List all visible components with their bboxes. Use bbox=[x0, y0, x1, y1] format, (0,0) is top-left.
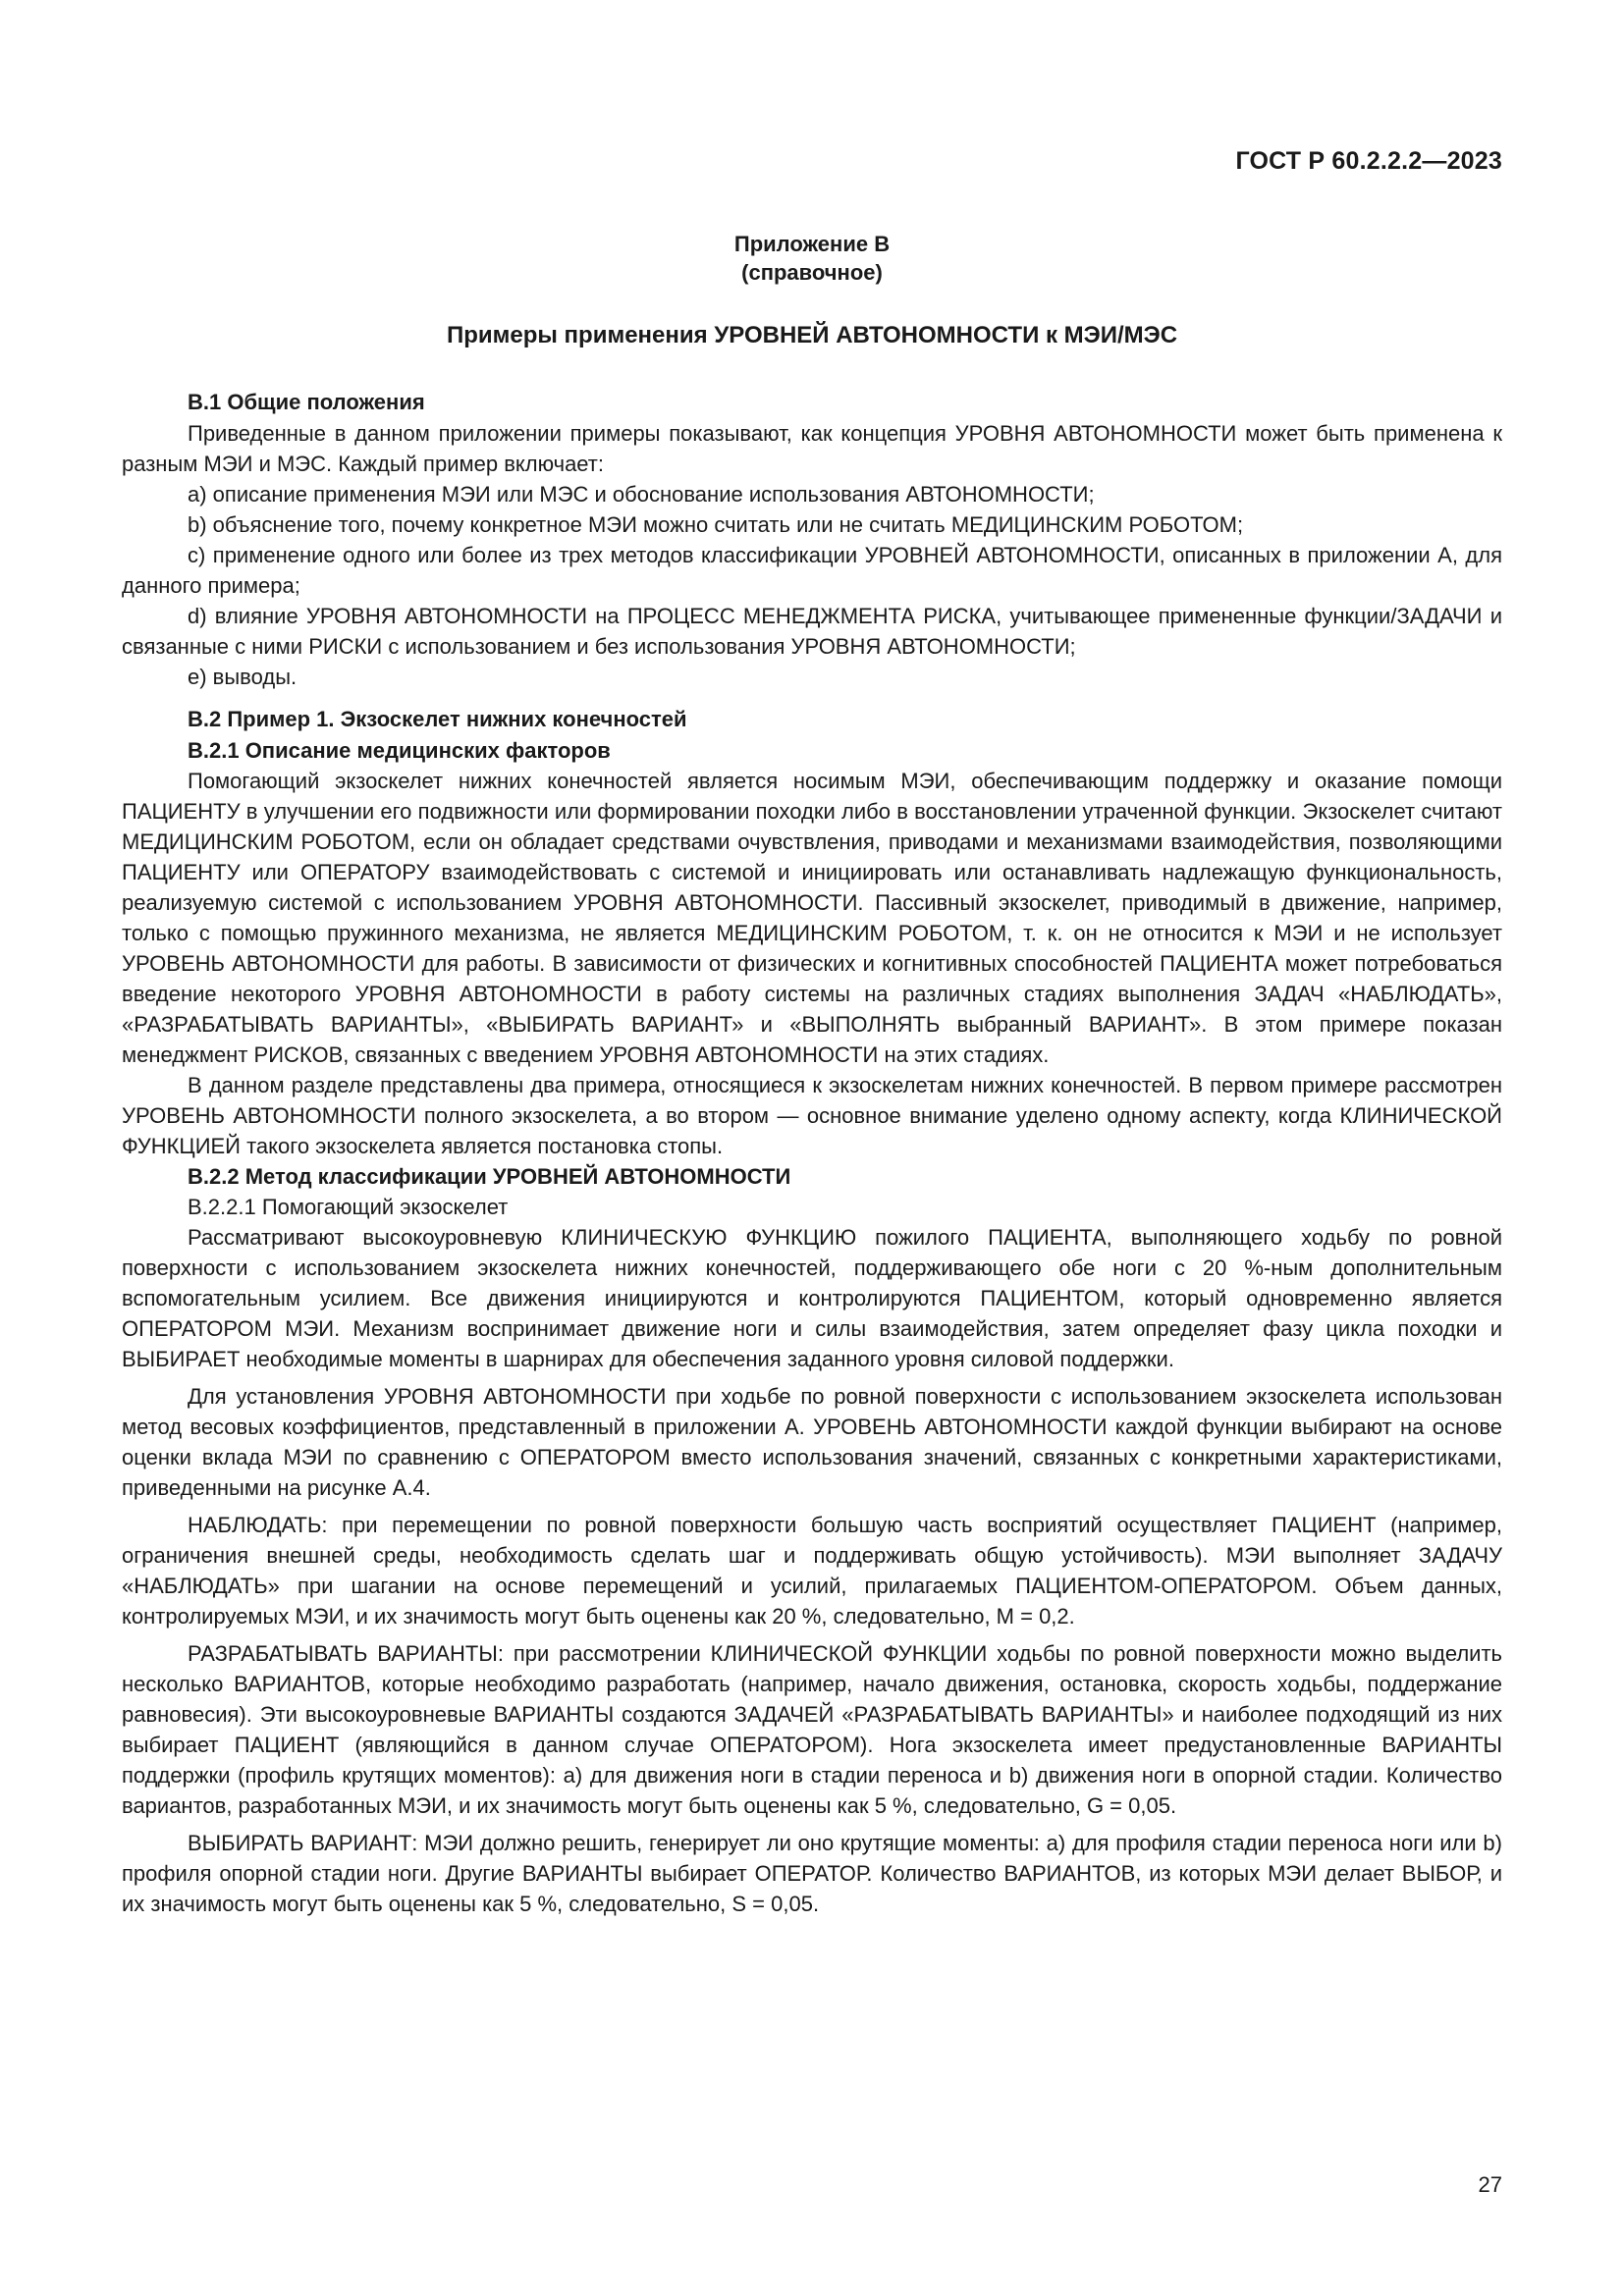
document-code: ГОСТ Р 60.2.2.2—2023 bbox=[1235, 147, 1502, 175]
list-item: c) применение одного или более из трех методов классификации УРОВНЕЙ АВТОНОМНОСТИ, описанных в приложении А, для данного примера; bbox=[122, 543, 1502, 598]
section-b221-paragraph-2: Для установления УРОВНЯ АВТОНОМНОСТИ при ходьбе по ровной поверхности с использованием экзоскелета использован метод весовых коэффициентов, представленный в приложении А. УРОВЕНЬ АВТОНОМНОСТИ каждой функции выбирают на основе оценки вклада МЭИ по сравнению с ОПЕРАТОРОМ вместо использования значений, связанных с конкретными характеристиками, приведенными на рисунке А.4. bbox=[122, 1384, 1502, 1500]
appendix-kind: (справочное) bbox=[741, 260, 883, 285]
list-item: а) описание применения МЭИ или МЭС и обоснование использования АВТОНОМНОСТИ; bbox=[188, 482, 1095, 507]
section-b221-heading: В.2.2.1 Помогающий экзоскелет bbox=[188, 1195, 509, 1219]
list-item: d) влияние УРОВНЯ АВТОНОМНОСТИ на ПРОЦЕСС МЕНЕДЖМЕНТА РИСКА, учитывающее примененные функции/ЗАДАЧИ и связанные с ними РИСКИ с использованием и без использования УРОВНЯ АВТОНОМНОСТИ; bbox=[122, 604, 1502, 659]
appendix-title: Примеры применения УРОВНЕЙ АВТОНОМНОСТИ к МЭИ/МЭС bbox=[446, 322, 1178, 348]
list-item: b) объяснение того, почему конкретное МЭИ можно считать или не считать МЕДИЦИНСКИМ РОБОТОМ; bbox=[188, 512, 1244, 537]
section-b221-paragraph-1: Рассматривают высокоуровневую КЛИНИЧЕСКУЮ ФУНКЦИЮ пожилого ПАЦИЕНТА, выполняющего ходьбу по ровной поверхности с использованием экзоскелета нижних конечностей, поддерживающего обе ноги с 20 %-ным дополнительным вспомогательным усилием. Все движения инициируются и контролируются ПАЦИЕНТОМ, который одновременно является ОПЕРАТОРОМ МЭИ. Механизм воспринимает движение ноги и силы взаимодействия, затем определяет фазу цикла походки и ВЫБИРАЕТ необходимые моменты в шарнирах для обеспечения заданного уровня силовой поддержки. bbox=[122, 1225, 1502, 1371]
section-b1-heading: В.1 Общие положения bbox=[188, 390, 425, 414]
section-b221-paragraph-3: НАБЛЮДАТЬ: при перемещении по ровной поверхности большую часть восприятий осуществляет ПАЦИЕНТ (например, ограничения внешней среды, необходимость сделать шаг и поддерживать общую устойчивость). МЭИ выполняет ЗАДАЧУ «НАБЛЮДАТЬ» при шагании на основе перемещений и усилий, прилагаемых ПАЦИЕНТОМ-ОПЕРАТОРОМ. Объем данных, контролируемых МЭИ, и их значимость могут быть оценены как 20 %, следовательно, M = 0,2. bbox=[122, 1513, 1502, 1629]
section-b21-paragraph-2: В данном разделе представлены два примера, относящиеся к экзоскелетам нижних конечностей. В первом примере рассмотрен УРОВЕНЬ АВТОНОМНОСТИ полного экзоскелета, а во втором — основное внимание уделено одному аспекту, когда КЛИНИЧЕСКОЙ ФУНКЦИЕЙ такого экзоскелета является постановка стопы. bbox=[122, 1073, 1502, 1158]
section-b221-paragraph-4: РАЗРАБАТЫВАТЬ ВАРИАНТЫ: при рассмотрении КЛИНИЧЕСКОЙ ФУНКЦИИ ходьбы по ровной поверхности можно выделить несколько ВАРИАНТОВ, которые необходимо разработать (например, начало движения, остановка, скорость ходьбы, поддержание равновесия). Эти высокоуровневые ВАРИАНТЫ создаются ЗАДАЧЕЙ «РАЗРАБАТЫВАТЬ ВАРИАНТЫ» и наиболее подходящий из них выбирает ПАЦИЕНТ (являющийся в данном случае ОПЕРАТОРОМ). Нога экзоскелета имеет предустановленные ВАРИАНТЫ поддержки (профиль крутящих моментов): a) для движения ноги в стадии переноса и b) движения ноги в опорной стадии. Количество вариантов, разработанных МЭИ, и их значимость могут быть оценены как 5 %, следовательно, G = 0,05. bbox=[122, 1641, 1502, 1818]
appendix-header bbox=[122, 230, 1502, 287]
section-b1-intro: Приведенные в данном приложении примеры показывают, как концепция УРОВНЯ АВТОНОМНОСТИ может быть применена к разным МЭИ и МЭС. Каждый пример включает: bbox=[122, 421, 1502, 476]
appendix-label: Приложение В bbox=[733, 232, 891, 256]
section-b2-heading: В.2 Пример 1. Экзоскелет нижних конечностей bbox=[188, 707, 687, 731]
list-item: e) выводы. bbox=[188, 665, 298, 689]
section-b21-heading: В.2.1 Описание медицинских факторов bbox=[188, 738, 611, 763]
section-b22-heading: В.2.2 Метод классификации УРОВНЕЙ АВТОНОМНОСТИ bbox=[188, 1164, 791, 1189]
page-number: 27 bbox=[1478, 2172, 1502, 2197]
section-b221-paragraph-5: ВЫБИРАТЬ ВАРИАНТ: МЭИ должно решить, генерирует ли оно крутящие моменты: a) для профиля стадии переноса ноги или b) профиля опорной стадии ноги. Другие ВАРИАНТЫ выбирает ОПЕРАТОР. Количество ВАРИАНТОВ, из которых МЭИ делает ВЫБОР, и их значимость могут быть оценены как 5 %, следовательно, S = 0,05. bbox=[122, 1831, 1502, 1916]
section-b1-list bbox=[122, 479, 1502, 692]
section-b21-paragraph-1: Помогающий экзоскелет нижних конечностей является носимым МЭИ, обеспечивающим поддержку и оказание помощи ПАЦИЕНТУ в улучшении его подвижности или формировании походки либо в восстановлении утраченной функции. Экзоскелет считают МЕДИЦИНСКИМ РОБОТОМ, если он обладает средствами очувствления, приводами и механизмами взаимодействия, позволяющими ПАЦИЕНТУ или ОПЕРАТОРУ взаимодействовать с системой и инициировать или останавливать надлежащую функциональность, реализуемую системой с использованием УРОВНЯ АВТОНОМНОСТИ. Пассивный экзоскелет, приводимый в движение, например, только с помощью пружинного механизма, не является МЕДИЦИНСКИМ РОБОТОМ, т. к. он не относится к МЭИ и не использует УРОВЕНЬ АВТОНОМНОСТИ для работы. В зависимости от физических и когнитивных способностей ПАЦИЕНТА может потребоваться введение некоторого УРОВНЯ АВТОНОМНОСТИ в работу системы на различных стадиях выполнения ЗАДАЧ «НАБЛЮДАТЬ», «РАЗРАБАТЫВАТЬ ВАРИАНТЫ», «ВЫБИРАТЬ ВАРИАНТ» и «ВЫПОЛНЯТЬ выбранный ВАРИАНТ». В этом примере показан менеджмент РИСКОВ, связанных с введением УРОВНЯ АВТОНОМНОСТИ на этих стадиях. bbox=[122, 769, 1502, 1067]
